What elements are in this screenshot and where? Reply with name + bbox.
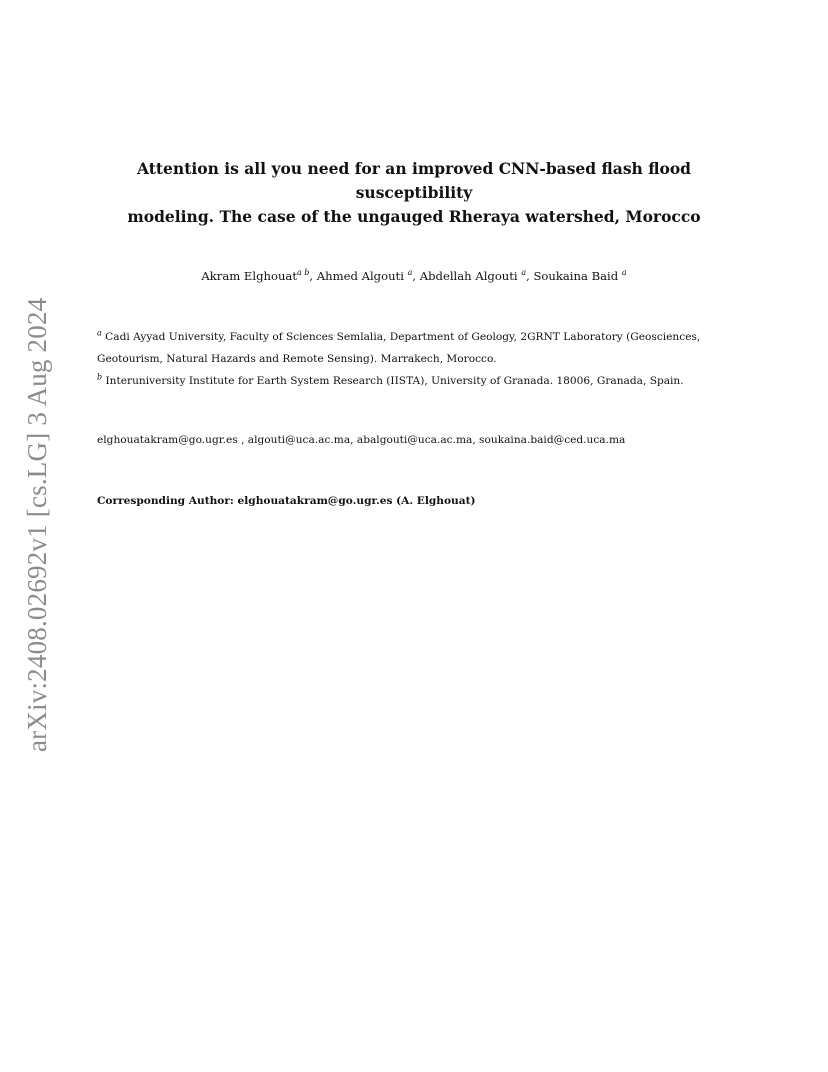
author-name: Soukaina Baid <box>533 269 622 283</box>
arxiv-identifier-stamp: arXiv:2408.02692v1 [cs.LG] 3 Aug 2024 <box>22 297 52 752</box>
affiliation-b <box>97 370 737 392</box>
author-separator: , <box>526 269 534 283</box>
author-name: Abdellah Algouti <box>419 269 522 283</box>
affiliation-b-text: Interuniversity Institute for Earth System Research (IISTA), University of Granada. 18006, Granada, Spain. <box>102 375 684 387</box>
author-separator: , <box>412 269 420 283</box>
affiliation-a-line-1 <box>97 326 737 348</box>
author-separator: , <box>309 269 317 283</box>
affiliation-marker: a <box>97 328 102 338</box>
paper-title-line-1: Attention is all you need for an improved CNN-based flash flood susceptibility <box>136 159 692 202</box>
affiliation-marker: b <box>97 372 103 382</box>
affiliation-a <box>97 326 737 370</box>
affiliation-a-text: Cadi Ayyad University, Faculty of Sciences Semlalia, Department of Geology, 2GRNT Laboratory (Geosciences, <box>101 331 701 343</box>
author-affiliation-marker: a b <box>296 268 310 278</box>
author-affiliation-marker: a <box>407 268 413 278</box>
affiliation-a-line-2: Geotourism, Natural Hazards and Remote Sensing). Marrakech, Morocco. <box>97 353 497 365</box>
author-affiliation-marker: a <box>621 268 627 278</box>
paper-title <box>90 157 738 229</box>
paper-title-line-2: modeling. The case of the ungauged Rheraya watershed, Morocco <box>127 207 701 226</box>
author-name: Ahmed Algouti <box>316 269 408 283</box>
author-name: Akram Elghouat <box>201 269 297 283</box>
affiliation-b-line-1 <box>97 370 737 392</box>
corresponding-author: Corresponding Author: elghouatakram@go.ugr.es (A. Elghouat) <box>97 495 476 507</box>
author-list <box>90 268 738 284</box>
author-affiliation-marker: a <box>521 268 527 278</box>
author-emails: elghouatakram@go.ugr.es , algouti@uca.ac.ma, abalgouti@uca.ac.ma, soukaina.baid@ced.uca.ma <box>97 434 626 446</box>
